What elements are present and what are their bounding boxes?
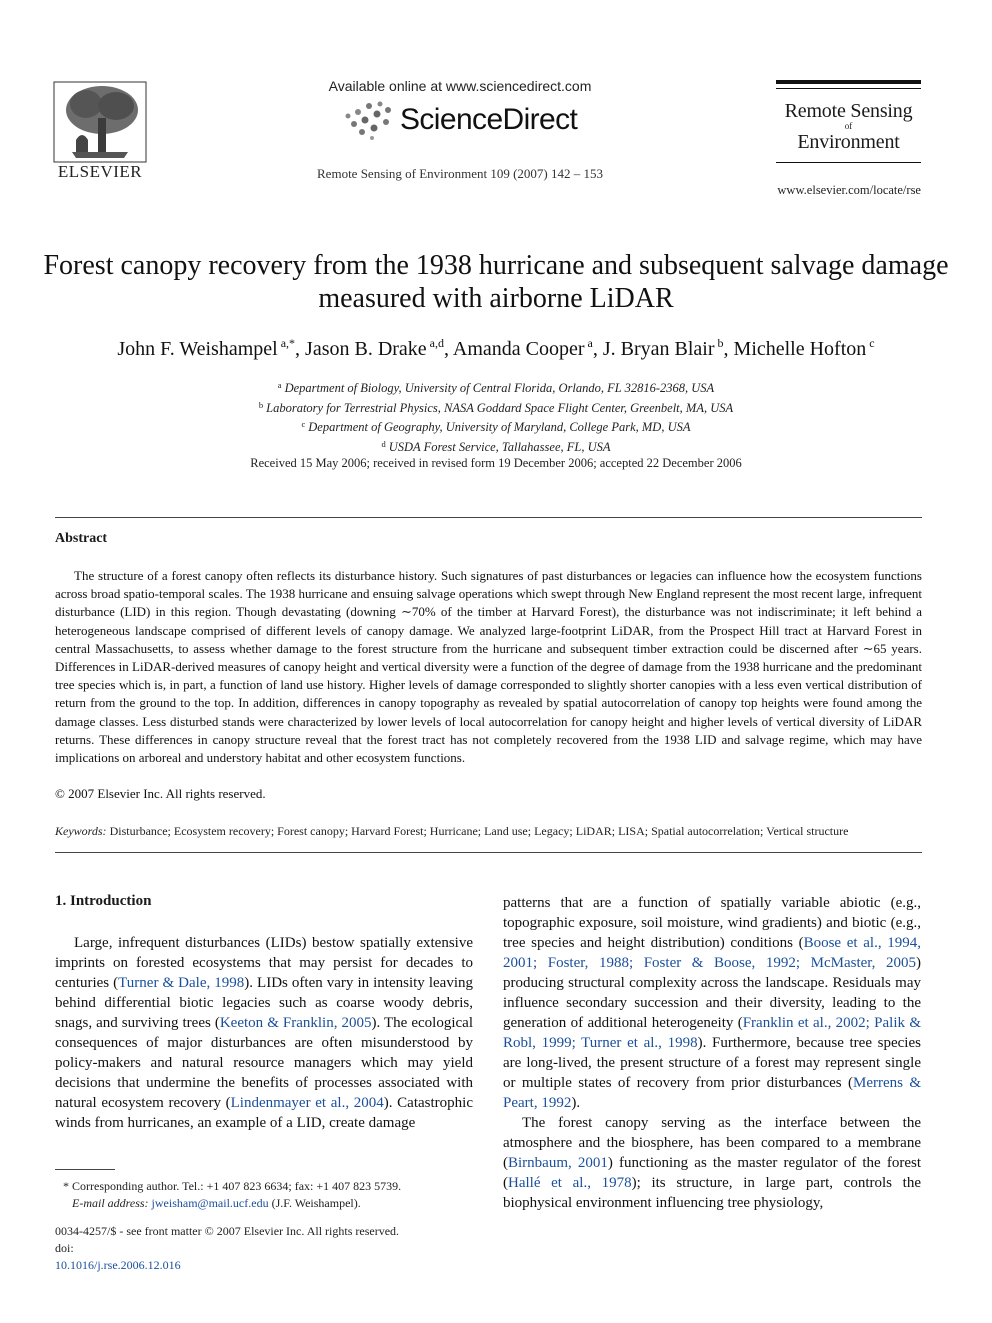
received-dates: Received 15 May 2006; received in revised form 19 December 2006; accepted 22 December 2006 <box>250 456 742 470</box>
author <box>734 338 875 360</box>
body-text-run: ). Furthermore, because tree species are long-lived, the present structure of a forest may represent single or multiple states of recovery from prior disturbances ( <box>503 1035 921 1091</box>
author-affiliation-mark[interactable]: a,d <box>426 336 444 350</box>
citation-link[interactable]: Birnbaum, 2001 <box>508 1155 608 1171</box>
citation-link[interactable]: Turner & Dale, 1998 <box>118 975 245 991</box>
journal-logo-line2: Environment <box>797 131 900 153</box>
keywords-label: Keywords: <box>55 824 107 838</box>
affiliation <box>100 436 892 456</box>
sciencedirect-logo[interactable] <box>342 98 602 142</box>
journal-citation: Remote Sensing of Environment 109 (2007) 142 – 153 <box>317 166 603 181</box>
author-name: Amanda Cooper <box>452 338 585 360</box>
author-list: John F. Weishampel $^{a,*}$, Jason B. Drake $^{a,d}$, Amanda Cooper $^a$, J. Bryan Blair $^b$, Michelle Hofton $^c$ <box>117 336 875 360</box>
affiliation-list <box>100 377 892 456</box>
body-text-run: ). <box>571 1095 581 1111</box>
body-text-run: ) producing structural complexity across the landscape. Residuals may influence secondary succession and their diversity, leading to the generation of additional heterogeneity ( <box>503 955 921 1031</box>
email-line <box>55 1195 473 1212</box>
citation-link[interactable]: Boose et al., 1994, 2001; Foster, 1988; Foster & Boose, 1992; McMaster, 2005 <box>503 935 921 971</box>
author-name: Michelle Hofton <box>733 338 867 360</box>
affiliation-mark: d <box>381 439 386 450</box>
author-name: Jason B. Drake <box>305 338 427 360</box>
affiliation <box>100 377 892 397</box>
citation-link[interactable]: Keeton & Franklin, 2005 <box>219 1015 372 1031</box>
body-text-run: ). The ecological consequences of major disturbances are often misunderstood by policy-makers and natural resource managers which may yield decisions that undermine the benefits of processes associated with natural ecosystem recovery ( <box>55 1015 473 1111</box>
abstract-copyright: © 2007 Elsevier Inc. All rights reserved. <box>55 786 266 801</box>
journal-logo-rule-bottom <box>776 162 921 163</box>
affiliation-text: Department of Biology, University of Central Florida, Orlando, FL 32816-2368, USA <box>284 381 715 395</box>
affiliation-text: USDA Forest Service, Tallahassee, FL, USA <box>388 440 611 455</box>
affiliation-text: Department of Geography, University of Maryland, College Park, MD, USA <box>308 420 691 435</box>
keywords-bottom-rule <box>55 852 922 853</box>
body-text-run: ). Catastrophic winds from hurricanes, an example of a LID, create damage <box>55 1095 473 1131</box>
intro-paragraph-right-2 <box>503 1113 921 1213</box>
email-label: E-mail address: <box>72 1196 149 1210</box>
available-online-text[interactable]: Available online at www.sciencedirect.com <box>328 78 592 94</box>
journal-logo <box>776 101 921 152</box>
body-text-run: The forest canopy serving as the interface between the atmosphere and the biosphere, has been compared to a membrane ( <box>503 1115 921 1171</box>
body-text-run: ). LIDs often vary in intensity leaving behind differential biotic legacies such as coarse woody debris, snags, and surviving trees ( <box>55 975 473 1031</box>
author-name: John F. Weishampel <box>117 338 278 360</box>
abstract-body <box>55 567 922 767</box>
affiliation <box>100 416 892 436</box>
front-matter <box>55 1223 473 1274</box>
publisher-name: ELSEVIER <box>57 162 143 181</box>
elsevier-tree-icon <box>52 80 148 164</box>
author-affiliation-mark[interactable]: a <box>584 336 593 350</box>
body-text-run: ); its structure, in large part, controls the biophysical environment influencing tree physiology, <box>503 1175 921 1211</box>
journal-url[interactable]: www.elsevier.com/locate/rse <box>777 183 921 197</box>
footnote-rule <box>55 1169 115 1170</box>
affiliation <box>100 397 892 417</box>
author-affiliation-mark[interactable]: c <box>866 336 875 350</box>
abstract-top-rule <box>55 517 922 518</box>
email-suffix: (J.F. Weishampel). <box>268 1196 361 1210</box>
sciencedirect-wordmark: ScienceDirect <box>400 103 578 136</box>
author <box>117 338 295 360</box>
author <box>603 338 724 360</box>
journal-logo-line1: Remote Sensing <box>784 100 913 122</box>
email-link[interactable]: jweisham@mail.ucf.edu <box>151 1196 269 1210</box>
citation-link[interactable]: Merrens & Peart, 1992 <box>503 1075 921 1111</box>
body-text-run: ) functioning as the master regulator of the forest ( <box>503 1155 921 1191</box>
doi-line <box>55 1240 473 1274</box>
journal-logo-of: of <box>844 121 853 131</box>
citation-link[interactable]: Hallé et al., 1978 <box>508 1175 632 1191</box>
elsevier-logo <box>52 80 148 182</box>
author-affiliation-mark[interactable]: a,* <box>277 336 296 350</box>
article-title: Forest canopy recovery from the 1938 hurricane and subsequent salvage damage measured with airborne LiDAR <box>43 250 949 314</box>
section-heading-introduction: 1. Introduction <box>55 893 152 909</box>
keywords-text: Disturbance; Ecosystem recovery; Forest canopy; Harvard Forest; Hurricane; Land use; Legacy; LiDAR; LISA; Spatial autocorrelation; Vertical structure <box>109 824 849 838</box>
journal-logo-rule-top <box>776 80 921 84</box>
citation-link[interactable]: Franklin et al., 2002; Palik & Robl, 1999; Turner et al., 1998 <box>503 1015 921 1051</box>
body-text-run: patterns that are a function of spatially variable abiotic (e.g., topographic exposure, soil moisture, wind gradients) and biotic (e.g., tree species and height distribution) conditions ( <box>503 895 921 951</box>
keywords <box>55 824 935 839</box>
intro-paragraph-left <box>55 933 473 1133</box>
author-name: J. Bryan Blair <box>602 338 715 360</box>
author <box>453 338 593 360</box>
journal-logo-rule-top-thin <box>776 88 921 89</box>
affiliation-mark: c <box>301 419 306 430</box>
affiliation-mark: b <box>258 399 264 410</box>
doi-link[interactable]: 10.1016/j.rse.2006.12.016 <box>55 1258 181 1272</box>
affiliation-text: Laboratory for Terrestrial Physics, NASA Goddard Space Flight Center, Greenbelt, MA, USA <box>266 400 734 415</box>
abstract-paragraph: The structure of a forest canopy often reflects its disturbance history. Such signatures of past disturbances or legacies can influence how the ecosystem functions across broad spatio-temporal scales. The 1938 hurricane and ensuing salvage operations which swept through New England represent the most recent large, infrequent disturbance (LID) in this region. Though devastating (downing ∼70% of the timber at Harvard Forest), the disturbance was not indiscriminate; it left behind a heterogeneous landscape comprised of different levels of canopy damage. We analyzed large-footprint LiDAR, from the Prospect Hill tract at Harvard Forest in central Massachusetts, to assess whether damage to the forest structure from the hurricane and subsequent timber extraction could be discerned after ∼65 years. Differences in LiDAR-derived measures of canopy height and vertical diversity were a function of the degree of damage from the 1938 hurricane and the predominant tree species which is, in part, a function of land use history. Higher levels of damage corresponded to slightly shorter canopies with a less even vertical distribution of return from the ground to the top. In addition, differences in canopy topography as revealed by spatial autocorrelation of canopy top heights were found among the damage classes. Less disturbed stands were characterized by lower levels of local autocorrelation for canopy height and higher levels of vertical diversity of LiDAR returns. These differences in canopy structure reveal that the forest tract has not completely recovered from the 1938 LID and salvage regime, which may have implications on arboreal and understory habitat and other ecosystem functions. <box>55 568 922 766</box>
sciencedirect-dots-icon <box>342 100 402 140</box>
affiliation-mark: a <box>277 380 282 390</box>
corresponding-author-note: * Corresponding author. Tel.: +1 407 823 6634; fax: +1 407 823 5739. <box>63 1179 402 1193</box>
footnote <box>55 1178 473 1212</box>
intro-paragraph-right-1 <box>503 893 921 1113</box>
author <box>305 338 444 360</box>
issn-line: 0034-4257/$ - see front matter © 2007 Elsevier Inc. All rights reserved. <box>55 1224 400 1238</box>
body-text-run: Large, infrequent disturbances (LIDs) bestow spatially extensive imprints on forested ecosystems that may persist for decades to centuries ( <box>55 935 473 991</box>
abstract-heading: Abstract <box>55 531 108 546</box>
citation-link[interactable]: Lindenmayer et al., 2004 <box>230 1095 384 1111</box>
doi-label: doi: <box>55 1241 74 1255</box>
author-affiliation-mark[interactable]: b <box>714 336 724 350</box>
